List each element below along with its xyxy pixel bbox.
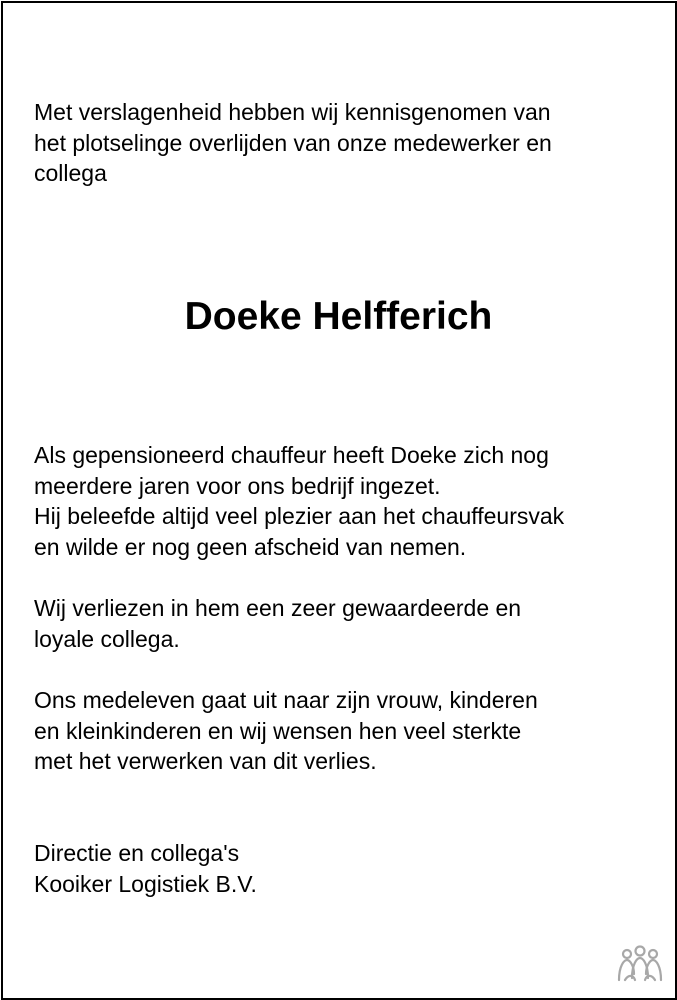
- appreciation-line: Wij verliezen in hem een zeer gewaardeerde en: [34, 595, 522, 621]
- tribute-paragraph: [34, 440, 654, 562]
- condolence-line: Ons medeleven gaat uit naar zijn vrouw, kinderen: [34, 687, 538, 713]
- tribute-line: en wilde er nog geen afscheid van nemen.: [34, 533, 467, 560]
- tribute-line: Hij beleefde altijd veel plezier aan het chauffeursvak: [34, 503, 565, 529]
- condolence-paragraph: [34, 685, 654, 777]
- appreciation-line: loyale collega.: [34, 625, 180, 652]
- deceased-name: Doeke Helfferich: [184, 295, 493, 338]
- signature-line: Directie en collega's: [34, 840, 240, 866]
- tribute-line: Als gepensioneerd chauffeur heeft Doeke zich nog: [34, 442, 549, 468]
- tribute-line: meerdere jaren voor ons bedrijf ingezet.: [34, 472, 441, 499]
- appreciation-paragraph: [34, 593, 654, 654]
- signature-block: [34, 838, 654, 899]
- people-group-icon: [615, 944, 665, 986]
- intro-paragraph: [34, 97, 654, 189]
- condolence-line: met het verwerken van dit verlies.: [34, 748, 377, 774]
- intro-line: Met verslagenheid hebben wij kennisgenomen van: [34, 99, 551, 125]
- condolence-line: en kleinkinderen en wij wensen hen veel sterkte: [34, 717, 522, 744]
- intro-line: het plotselinge overlijden van onze medewerker en: [34, 129, 552, 156]
- signature-line: Kooiker Logistiek B.V.: [34, 870, 257, 897]
- intro-line: collega: [34, 160, 107, 186]
